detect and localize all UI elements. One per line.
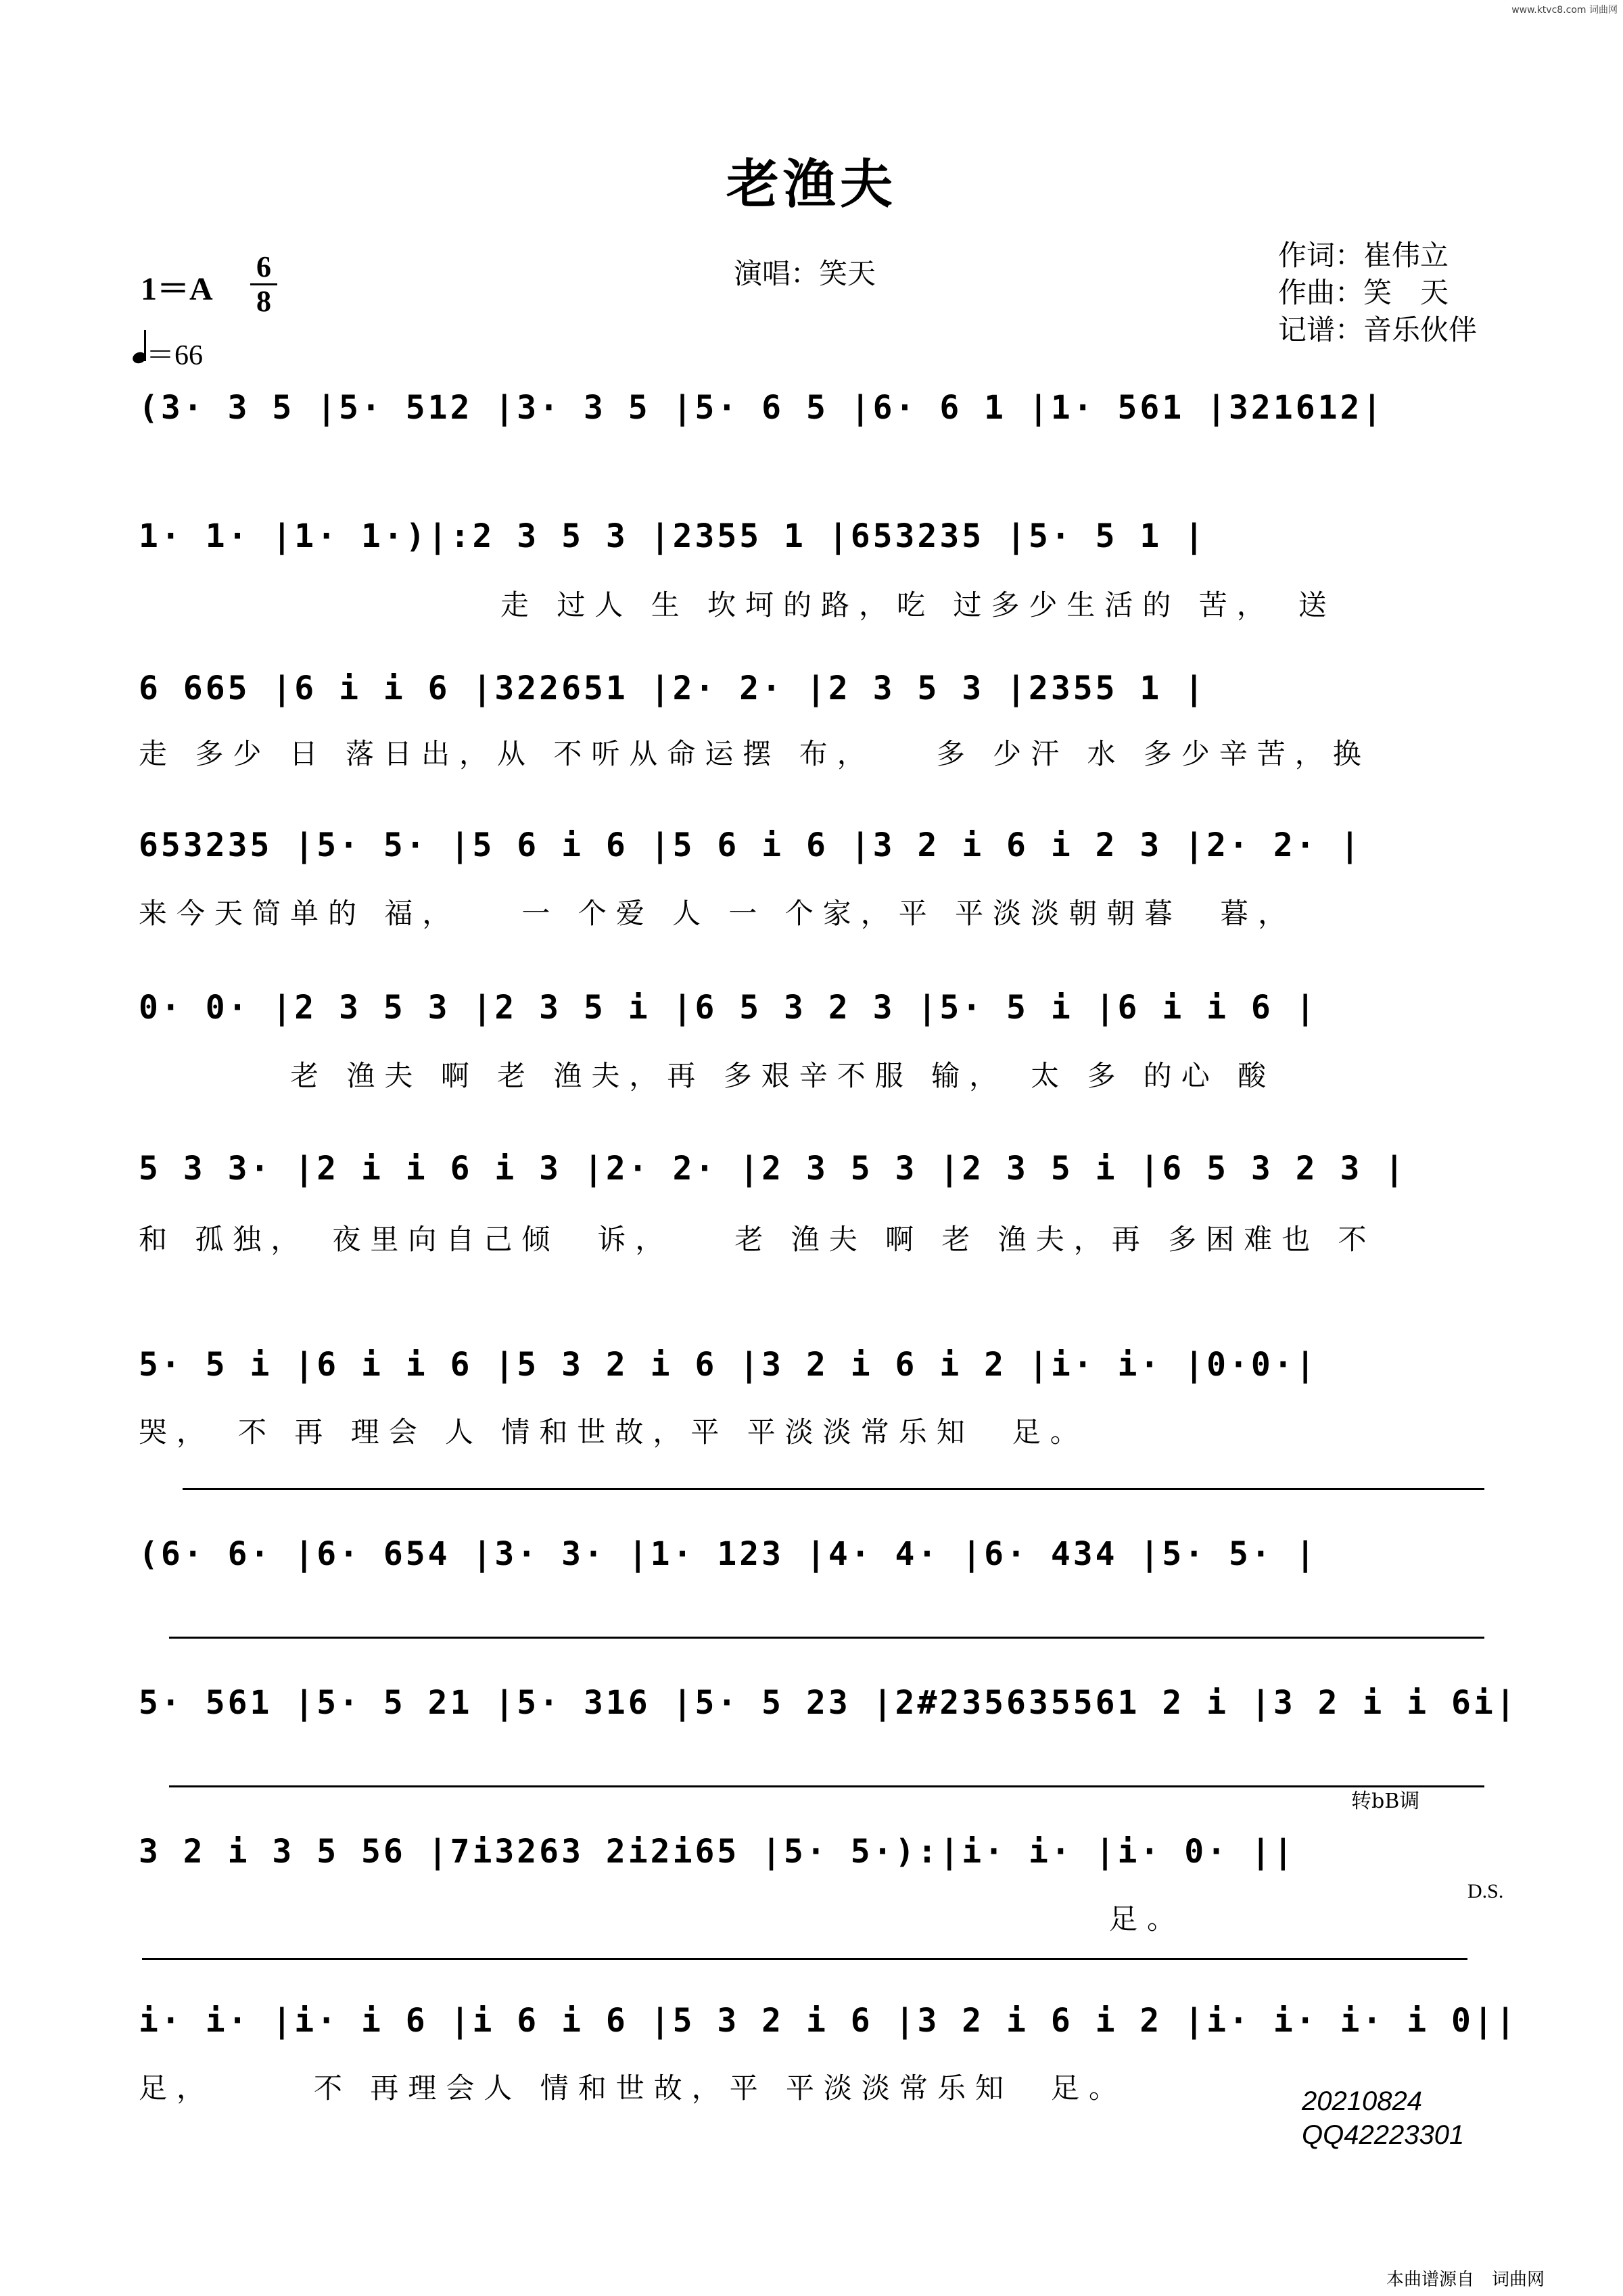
notation-by: 记谱：音乐伙伴	[1278, 313, 1478, 346]
score-line-4: 653235 |5· 5· |5 6 i 6 |5 6 i 6 |3 2 i 6 i 2 3 |2· 2· |	[139, 826, 1363, 864]
score-line-1: (3· 3 5 |5· 512 |3· 3 5 |5· 6 5 |6· 6 1 |1· 561 |321612|	[139, 389, 1385, 427]
score-line-7: 5· 5 i |6 i i 6 |5 3 2 i 6 |3 2 i 6 i 2 |i· i· |0·0·|	[139, 1346, 1318, 1384]
time-signature-bottom: 8	[256, 285, 271, 318]
score-line-6: 5 3 3· |2 i i 6 i 3 |2· 2· |2 3 5 3 |2 3 5 i |6 5 3 2 3 |	[139, 1150, 1407, 1188]
dal-segno: D.S.	[1467, 1880, 1504, 1902]
composer: 作曲：笑 天	[1278, 276, 1449, 309]
source-footer: 本曲谱源自 词曲网	[1386, 2270, 1545, 2290]
tempo-value: ＝66	[146, 340, 204, 371]
lyric-line-5: 老 渔夫 啊 老 渔夫，再 多艰辛不服 输， 太 多 的心 酸	[139, 1059, 1276, 1092]
key-signature: 1＝A	[141, 271, 213, 307]
score-line-5: 0· 0· |2 3 5 3 |2 3 5 i |6 5 3 2 3 |5· 5 i |6 i i 6 |	[139, 989, 1318, 1027]
time-signature-top: 6	[256, 250, 271, 283]
lyric-line-11: 足， 不 再理会人 情和世故，平 平淡淡常乐知 足。	[139, 2071, 1127, 2105]
time-signature	[250, 252, 277, 317]
lyric-line-2: 走 过人 生 坎坷的路，吃 过多少生活的 苦， 送	[500, 588, 1336, 622]
score-line-10: 3 2 i 3 5 56 |7i3263 2i2i65 |5· 5·):|i· i· |i· 0· ||	[139, 1833, 1296, 1871]
top-right-mark: www.ktvc8.com 词曲网	[1511, 5, 1618, 16]
lyric-line-7: 哭， 不 再 理会 人 情和世故，平 平淡淡常乐知 足。	[139, 1415, 1088, 1449]
date-note: 20210824	[1302, 2086, 1422, 2116]
lyric-line-10: 足。	[1109, 1902, 1185, 1936]
lyric-line-6: 和 孤独， 夜里向自己倾 诉， 老 渔夫 啊 老 渔夫，再 多困难也 不	[139, 1223, 1376, 1256]
score-line-8: (6· 6· |6· 654 |3· 3· |1· 123 |4· 4· |6· 434 |5· 5· |	[139, 1535, 1318, 1573]
score-line-2: 1· 1· |1· 1·)|:2 3 5 3 |2355 1 |653235 |5· 5 1 |	[139, 517, 1207, 555]
score-line-11: i· i· |i· i 6 |i 6 i 6 |5 3 2 i 6 |3 2 i 6 i 2 |i· i· i· i 0||	[139, 2002, 1518, 2040]
lyric-line-4: 来今天简单的 福， 一 个爱 人 一 个家，平 平淡淡朝朝暮 暮，	[139, 897, 1296, 930]
staff-rule-2	[169, 1637, 1484, 1639]
staff-rule-1	[183, 1488, 1484, 1490]
modulation-marking: 转bB调	[1351, 1789, 1420, 1813]
score-line-3: 6 665 |6 i i 6 |322651 |2· 2· |2 3 5 3 |2355 1 |	[139, 670, 1207, 707]
singer: 演唱：笑天	[734, 257, 876, 290]
lyric-line-3: 走 多少 日 落日出，从 不听从命运摆 布， 多 少汗 水 多少辛苦，换	[139, 737, 1371, 770]
song-title: 老渔夫	[726, 154, 897, 215]
staff-rule-3	[169, 1785, 1484, 1787]
lyricist: 作词：崔伟立	[1278, 239, 1449, 272]
tempo-marking	[133, 330, 203, 373]
qq-note: QQ42223301	[1302, 2120, 1465, 2150]
score-line-9: 5· 561 |5· 5 21 |5· 316 |5· 5 23 |2#235635561 2 i |3 2 i i 6i|	[139, 1684, 1518, 1722]
staff-rule-4	[142, 1958, 1467, 1960]
